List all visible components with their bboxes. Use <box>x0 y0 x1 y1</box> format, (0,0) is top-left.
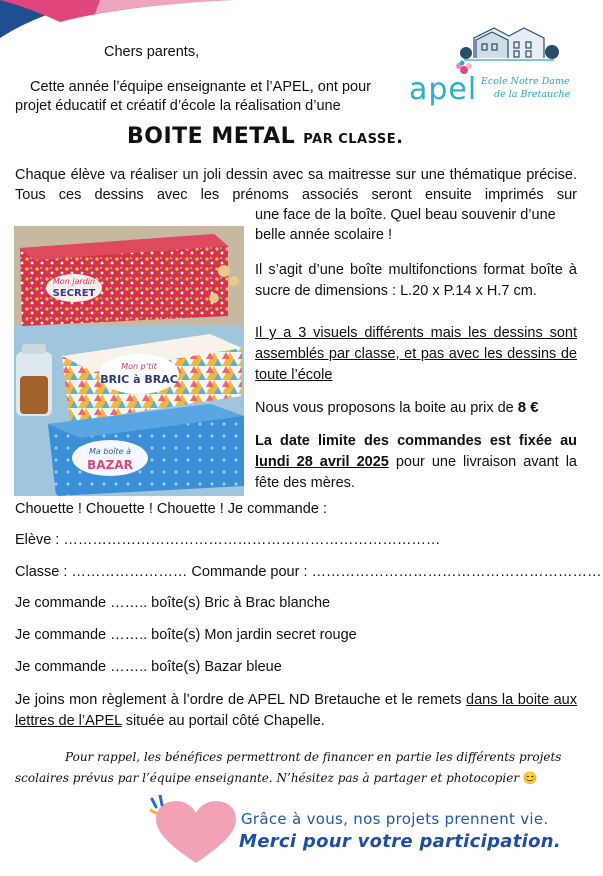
payment-paragraph <box>15 690 577 732</box>
greeting: Chers parents, <box>104 44 200 60</box>
page-title <box>127 124 403 149</box>
deadline-date: lundi 28 avril 2025 <box>255 454 389 470</box>
order-line-bazar[interactable]: Je commande …….. boîte(s) Bazar bleue <box>15 659 282 675</box>
title-suffix: PAR CLASSE <box>303 132 397 147</box>
order-intro: Chouette ! Chouette ! Chouette ! Je commande : <box>15 501 327 517</box>
footer-line-2: Merci pour votre participation. <box>239 831 562 852</box>
smile-emoji-icon: 😊 <box>522 771 538 785</box>
dimensions-paragraph <box>255 260 577 302</box>
intro-line-2: projet éducatif et créatif d’école la réalisation d’une <box>15 98 341 114</box>
visuals-text: Il y a 3 visuels différents mais les dessins sont assemblés par classe, et pas avec les dessins de toute l’école <box>255 325 577 383</box>
student-field[interactable]: Elève : …………………………………………………………………… <box>15 532 441 548</box>
blue-box-label-1: Ma boîte à <box>88 447 132 456</box>
class-field[interactable]: Classe : …………………… Commande pour : …………………………………………………… <box>15 564 602 580</box>
school-building-icon <box>460 28 559 60</box>
corner-swoosh <box>0 0 260 40</box>
school-name-line-1: Ecole Notre Dame <box>481 76 570 87</box>
title-dot: . <box>396 127 404 148</box>
dimensions-text: Il s’agit d’une boîte multifonctions format boîte à sucre de dimensions : L.20 x P.14 x H.7 cm. <box>255 262 577 299</box>
price-paragraph <box>255 397 577 419</box>
apel-logo-text: apel <box>409 72 478 107</box>
payment-location: dans la boite aux lettres de l’APEL <box>15 692 578 729</box>
intro-line-1: Cette année l’équipe enseignante et l’APEL, ont pour <box>30 79 371 95</box>
order-line-bric-a-brac[interactable]: Je commande …….. boîte(s) Bric à Brac blanche <box>15 595 331 611</box>
product-photo <box>14 226 244 496</box>
description-paragraph-end: une face de la boîte. Quel beau souvenir d’une belle année scolaire ! <box>255 207 556 243</box>
blue-box-label-2: BAZAR <box>87 458 133 472</box>
price-value: 8 € <box>517 399 539 416</box>
title-main: BOITE METAL <box>127 124 296 149</box>
deadline-rest: pour une livraison avant la fête des mères. <box>255 454 577 491</box>
reminder-text: Pour rappel, les bénéfices permettront de financer en partie les différents projets scolaires prévus par l’équipe enseignante. N’hésitez pas à partager et photocopier <box>15 750 562 785</box>
white-box-label-1: Mon p’tit <box>121 362 157 371</box>
red-box-label-2: SECRET <box>52 288 96 299</box>
reminder-paragraph <box>15 747 577 789</box>
heart-icon <box>156 801 236 863</box>
footer-heart-graphic <box>150 795 590 865</box>
white-box-label-2: BRIC à BRAC <box>100 373 178 386</box>
payment-text-1: Je joins mon règlement à l’ordre de APEL ND Bretauche et le remets <box>15 692 462 708</box>
payment-text-2: située au portail côté Chapelle. <box>125 713 325 729</box>
footer-line-1: Grâce à vous, nos projets prennent vie. <box>241 810 549 828</box>
description-paragraph: Chaque élève va réaliser un joli dessin avec sa maitresse sur une thématique précise. Tous ces dessins avec les prénoms associés seront ensuite imprimés sur <box>15 167 577 203</box>
deadline-paragraph <box>255 431 577 494</box>
school-name-line-2: de la Bretauche <box>494 89 571 100</box>
price-text: Nous vous proposons la boite au prix de <box>255 400 514 416</box>
red-box-label-1: Mon jardin <box>52 277 96 286</box>
deadline-bold: La date limite des commandes est fixée au <box>255 433 577 449</box>
order-line-jardin-secret[interactable]: Je commande …….. boîte(s) Mon jardin secret rouge <box>15 627 357 643</box>
visuals-paragraph <box>255 323 577 386</box>
